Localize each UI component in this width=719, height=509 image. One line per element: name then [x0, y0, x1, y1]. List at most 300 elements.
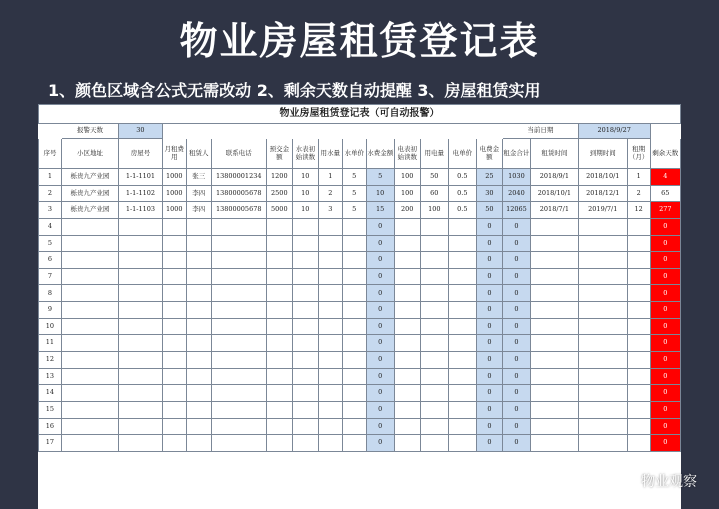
table-cell[interactable]: 1: [627, 169, 650, 186]
table-cell[interactable]: [530, 285, 578, 302]
table-cell[interactable]: [578, 318, 627, 335]
table-cell[interactable]: 10: [366, 185, 394, 202]
table-cell[interactable]: [394, 285, 420, 302]
table-cell[interactable]: [119, 235, 163, 252]
table-cell[interactable]: 13800005678: [211, 202, 266, 219]
column-header[interactable]: 电单价: [448, 139, 476, 169]
table-cell[interactable]: [530, 335, 578, 352]
table-cell[interactable]: [119, 401, 163, 418]
table-cell[interactable]: [211, 218, 266, 235]
table-cell[interactable]: 0: [366, 302, 394, 319]
column-header[interactable]: 小区地址: [61, 139, 118, 169]
table-cell[interactable]: 5: [342, 202, 366, 219]
table-cell[interactable]: [162, 335, 186, 352]
table-cell[interactable]: [530, 268, 578, 285]
current-date-label[interactable]: 当前日期: [502, 124, 578, 139]
table-cell[interactable]: 0: [502, 218, 530, 235]
table-cell[interactable]: [530, 401, 578, 418]
table-cell[interactable]: [162, 318, 186, 335]
table-cell[interactable]: [266, 368, 292, 385]
table-cell[interactable]: [420, 235, 448, 252]
table-cell[interactable]: [119, 252, 163, 269]
table-cell[interactable]: [292, 418, 318, 435]
table-cell[interactable]: 0: [476, 285, 502, 302]
table-cell[interactable]: 0: [650, 252, 680, 269]
table-cell[interactable]: [266, 318, 292, 335]
table-cell[interactable]: 5: [342, 169, 366, 186]
table-cell[interactable]: 栎贵九产业园: [61, 185, 118, 202]
table-cell[interactable]: 5: [39, 235, 62, 252]
table-cell[interactable]: [162, 352, 186, 369]
table-cell[interactable]: [186, 268, 211, 285]
column-header[interactable]: 水表初始读数: [292, 139, 318, 169]
table-cell[interactable]: [342, 252, 366, 269]
table-cell[interactable]: 0: [366, 218, 394, 235]
table-cell[interactable]: 3: [39, 202, 62, 219]
table-cell[interactable]: [162, 368, 186, 385]
table-cell[interactable]: [420, 268, 448, 285]
table-cell[interactable]: 5: [342, 185, 366, 202]
table-cell[interactable]: [119, 368, 163, 385]
table-cell[interactable]: 0: [650, 302, 680, 319]
table-cell[interactable]: [61, 235, 118, 252]
table-cell[interactable]: 栎贵九产业园: [61, 202, 118, 219]
table-cell[interactable]: [318, 285, 342, 302]
table-cell[interactable]: [578, 268, 627, 285]
table-cell[interactable]: [342, 435, 366, 452]
table-cell[interactable]: 0: [502, 418, 530, 435]
table-cell[interactable]: [162, 252, 186, 269]
table-cell[interactable]: 2018/7/1: [530, 202, 578, 219]
table-cell[interactable]: [292, 385, 318, 402]
table-cell[interactable]: [420, 318, 448, 335]
table-cell[interactable]: 2: [39, 185, 62, 202]
column-header[interactable]: 联系电话: [211, 139, 266, 169]
table-cell[interactable]: 5: [366, 169, 394, 186]
table-cell[interactable]: 277: [650, 202, 680, 219]
table-cell[interactable]: [578, 335, 627, 352]
table-cell[interactable]: [394, 385, 420, 402]
table-cell[interactable]: [61, 335, 118, 352]
table-cell[interactable]: [61, 368, 118, 385]
column-header[interactable]: 电费金额: [476, 139, 502, 169]
table-cell[interactable]: [530, 418, 578, 435]
table-cell[interactable]: 0: [502, 352, 530, 369]
table-cell[interactable]: [578, 235, 627, 252]
table-cell[interactable]: [266, 285, 292, 302]
table-cell[interactable]: [292, 318, 318, 335]
table-cell[interactable]: 30: [476, 185, 502, 202]
table-cell[interactable]: [342, 318, 366, 335]
table-cell[interactable]: [394, 318, 420, 335]
table-cell[interactable]: 0: [366, 235, 394, 252]
table-cell[interactable]: 0: [650, 418, 680, 435]
table-cell[interactable]: [530, 252, 578, 269]
table-cell[interactable]: [292, 268, 318, 285]
table-cell[interactable]: [448, 385, 476, 402]
table-cell[interactable]: 0: [502, 302, 530, 319]
table-cell[interactable]: [448, 252, 476, 269]
table-cell[interactable]: [186, 302, 211, 319]
table-cell[interactable]: [530, 435, 578, 452]
table-cell[interactable]: [186, 418, 211, 435]
table-cell[interactable]: 0.5: [448, 202, 476, 219]
table-cell[interactable]: [162, 218, 186, 235]
table-cell[interactable]: 11: [39, 335, 62, 352]
table-cell[interactable]: [394, 435, 420, 452]
table-cell[interactable]: [61, 302, 118, 319]
table-cell[interactable]: [342, 218, 366, 235]
table-cell[interactable]: [318, 418, 342, 435]
table-cell[interactable]: [420, 302, 448, 319]
table-cell[interactable]: 10: [292, 169, 318, 186]
table-cell[interactable]: 13800005678: [211, 185, 266, 202]
table-cell[interactable]: [266, 385, 292, 402]
column-header[interactable]: 用水量: [318, 139, 342, 169]
table-cell[interactable]: [627, 235, 650, 252]
table-cell[interactable]: [292, 252, 318, 269]
table-cell[interactable]: [627, 252, 650, 269]
table-cell[interactable]: [627, 418, 650, 435]
column-header[interactable]: 预交金额: [266, 139, 292, 169]
table-cell[interactable]: [342, 235, 366, 252]
table-cell[interactable]: [578, 435, 627, 452]
table-cell[interactable]: [266, 352, 292, 369]
table-cell[interactable]: 12065: [502, 202, 530, 219]
table-cell[interactable]: 0: [502, 268, 530, 285]
table-cell[interactable]: 0: [650, 218, 680, 235]
table-cell[interactable]: [162, 401, 186, 418]
table-cell[interactable]: [318, 335, 342, 352]
table-cell[interactable]: [162, 235, 186, 252]
table-cell[interactable]: [211, 285, 266, 302]
table-cell[interactable]: [119, 385, 163, 402]
table-cell[interactable]: 0: [476, 268, 502, 285]
table-cell[interactable]: 5000: [266, 202, 292, 219]
table-cell[interactable]: [61, 218, 118, 235]
column-header[interactable]: 电表初始读数: [394, 139, 420, 169]
table-cell[interactable]: [292, 285, 318, 302]
table-cell[interactable]: [61, 252, 118, 269]
table-cell[interactable]: 0: [650, 435, 680, 452]
table-cell[interactable]: 100: [394, 185, 420, 202]
table-cell[interactable]: [162, 268, 186, 285]
table-cell[interactable]: [292, 368, 318, 385]
table-cell[interactable]: [162, 302, 186, 319]
table-cell[interactable]: 60: [420, 185, 448, 202]
table-cell[interactable]: [211, 385, 266, 402]
table-cell[interactable]: [342, 418, 366, 435]
table-cell[interactable]: 2018/12/1: [578, 185, 627, 202]
column-header[interactable]: 租期（月）: [627, 139, 650, 169]
table-cell[interactable]: 0: [476, 252, 502, 269]
table-cell[interactable]: [292, 302, 318, 319]
table-cell[interactable]: [627, 401, 650, 418]
table-cell[interactable]: [211, 401, 266, 418]
table-cell[interactable]: [266, 401, 292, 418]
table-cell[interactable]: 0: [650, 335, 680, 352]
table-cell[interactable]: 0: [502, 252, 530, 269]
table-cell[interactable]: 0: [476, 401, 502, 418]
table-cell[interactable]: 1-1-1103: [119, 202, 163, 219]
table-cell[interactable]: 0: [650, 318, 680, 335]
table-cell[interactable]: 9: [39, 302, 62, 319]
table-cell[interactable]: 12: [39, 352, 62, 369]
table-cell[interactable]: [266, 435, 292, 452]
table-cell[interactable]: [578, 252, 627, 269]
table-cell[interactable]: [448, 302, 476, 319]
table-cell[interactable]: [627, 218, 650, 235]
table-cell[interactable]: [420, 252, 448, 269]
table-cell[interactable]: 张三: [186, 169, 211, 186]
table-cell[interactable]: [119, 285, 163, 302]
table-cell[interactable]: 0: [476, 318, 502, 335]
table-cell[interactable]: [394, 302, 420, 319]
table-cell[interactable]: [342, 401, 366, 418]
table-cell[interactable]: [119, 352, 163, 369]
table-cell[interactable]: 李四: [186, 185, 211, 202]
table-cell[interactable]: [211, 418, 266, 435]
table-cell[interactable]: 50: [476, 202, 502, 219]
table-cell[interactable]: [61, 418, 118, 435]
table-cell[interactable]: [394, 218, 420, 235]
table-cell[interactable]: [318, 318, 342, 335]
table-cell[interactable]: [61, 435, 118, 452]
current-date-value[interactable]: 2018/9/27: [578, 124, 650, 139]
table-cell[interactable]: 0: [650, 401, 680, 418]
table-cell[interactable]: [211, 435, 266, 452]
table-cell[interactable]: [186, 435, 211, 452]
table-cell[interactable]: [186, 401, 211, 418]
table-cell[interactable]: [292, 218, 318, 235]
table-cell[interactable]: [420, 218, 448, 235]
table-cell[interactable]: [627, 435, 650, 452]
table-cell[interactable]: [448, 368, 476, 385]
table-cell[interactable]: [162, 418, 186, 435]
table-cell[interactable]: [530, 385, 578, 402]
table-cell[interactable]: [119, 335, 163, 352]
table-cell[interactable]: [119, 435, 163, 452]
table-cell[interactable]: [318, 302, 342, 319]
table-cell[interactable]: 0: [366, 268, 394, 285]
column-header[interactable]: 月租费用: [162, 139, 186, 169]
table-cell[interactable]: [211, 252, 266, 269]
table-cell[interactable]: 1000: [162, 185, 186, 202]
table-cell[interactable]: [318, 368, 342, 385]
table-cell[interactable]: [448, 285, 476, 302]
table-cell[interactable]: 0: [650, 385, 680, 402]
table-cell[interactable]: [578, 218, 627, 235]
table-cell[interactable]: [292, 401, 318, 418]
table-cell[interactable]: 2018/10/1: [530, 185, 578, 202]
table-cell[interactable]: 65: [650, 185, 680, 202]
table-cell[interactable]: [186, 352, 211, 369]
table-cell[interactable]: [342, 302, 366, 319]
column-header[interactable]: 租赁时间: [530, 139, 578, 169]
table-cell[interactable]: [318, 235, 342, 252]
table-cell[interactable]: 12: [627, 202, 650, 219]
table-cell[interactable]: 0: [366, 335, 394, 352]
table-cell[interactable]: 0: [366, 418, 394, 435]
table-cell[interactable]: [627, 268, 650, 285]
table-cell[interactable]: 6: [39, 252, 62, 269]
table-cell[interactable]: [211, 235, 266, 252]
table-cell[interactable]: [266, 302, 292, 319]
table-cell[interactable]: [266, 218, 292, 235]
table-cell[interactable]: 0: [476, 335, 502, 352]
table-cell[interactable]: [292, 335, 318, 352]
table-cell[interactable]: [211, 368, 266, 385]
alert-days-label[interactable]: 报警天数: [61, 124, 118, 139]
table-cell[interactable]: [61, 401, 118, 418]
table-cell[interactable]: 15: [366, 202, 394, 219]
table-cell[interactable]: 0: [366, 352, 394, 369]
table-cell[interactable]: [627, 352, 650, 369]
table-cell[interactable]: [266, 418, 292, 435]
table-cell[interactable]: [162, 385, 186, 402]
table-cell[interactable]: [420, 401, 448, 418]
table-cell[interactable]: 1-1-1101: [119, 169, 163, 186]
table-cell[interactable]: [448, 218, 476, 235]
table-cell[interactable]: 0.5: [448, 169, 476, 186]
table-cell[interactable]: 2500: [266, 185, 292, 202]
table-cell[interactable]: 1: [318, 169, 342, 186]
table-cell[interactable]: 栎贵九产业园: [61, 169, 118, 186]
table-cell[interactable]: 2018/10/1: [578, 169, 627, 186]
column-header[interactable]: 水费金额: [366, 139, 394, 169]
table-cell[interactable]: 0: [650, 352, 680, 369]
table-cell[interactable]: [119, 218, 163, 235]
column-header[interactable]: 房屋号: [119, 139, 163, 169]
table-cell[interactable]: [530, 302, 578, 319]
table-cell[interactable]: [420, 285, 448, 302]
table-cell[interactable]: [119, 418, 163, 435]
table-cell[interactable]: 李四: [186, 202, 211, 219]
table-cell[interactable]: 0: [366, 385, 394, 402]
table-cell[interactable]: 0: [502, 335, 530, 352]
table-cell[interactable]: [318, 252, 342, 269]
table-cell[interactable]: [448, 318, 476, 335]
table-cell[interactable]: 1200: [266, 169, 292, 186]
table-cell[interactable]: [342, 385, 366, 402]
table-cell[interactable]: [448, 435, 476, 452]
table-cell[interactable]: [318, 401, 342, 418]
table-cell[interactable]: 0: [650, 235, 680, 252]
table-cell[interactable]: [292, 235, 318, 252]
table-cell[interactable]: 4: [39, 218, 62, 235]
table-cell[interactable]: [578, 285, 627, 302]
table-cell[interactable]: [448, 268, 476, 285]
table-cell[interactable]: [627, 285, 650, 302]
table-cell[interactable]: 13: [39, 368, 62, 385]
table-cell[interactable]: [420, 418, 448, 435]
table-cell[interactable]: [119, 268, 163, 285]
table-cell[interactable]: [448, 335, 476, 352]
table-cell[interactable]: 0: [502, 368, 530, 385]
column-header[interactable]: 租赁人: [186, 139, 211, 169]
table-cell[interactable]: [211, 352, 266, 369]
table-cell[interactable]: [186, 385, 211, 402]
table-cell[interactable]: [61, 352, 118, 369]
table-cell[interactable]: 0: [476, 352, 502, 369]
table-cell[interactable]: [292, 352, 318, 369]
table-cell[interactable]: [186, 368, 211, 385]
table-cell[interactable]: 0: [476, 235, 502, 252]
table-cell[interactable]: 0: [476, 218, 502, 235]
table-cell[interactable]: [578, 368, 627, 385]
table-cell[interactable]: 0: [502, 385, 530, 402]
table-cell[interactable]: 100: [420, 202, 448, 219]
table-cell[interactable]: [318, 352, 342, 369]
table-cell[interactable]: 1-1-1102: [119, 185, 163, 202]
table-cell[interactable]: [61, 285, 118, 302]
sheet-title[interactable]: 物业房屋租赁登记表（可自动报警）: [39, 105, 681, 124]
table-cell[interactable]: 10: [292, 185, 318, 202]
table-cell[interactable]: [318, 435, 342, 452]
table-cell[interactable]: [394, 401, 420, 418]
table-cell[interactable]: [342, 285, 366, 302]
table-cell[interactable]: 0: [476, 385, 502, 402]
table-cell[interactable]: [394, 252, 420, 269]
table-cell[interactable]: [420, 352, 448, 369]
table-cell[interactable]: [394, 235, 420, 252]
table-cell[interactable]: 16: [39, 418, 62, 435]
table-cell[interactable]: [530, 218, 578, 235]
table-cell[interactable]: 0: [650, 268, 680, 285]
table-cell[interactable]: 2: [627, 185, 650, 202]
table-cell[interactable]: [186, 252, 211, 269]
table-cell[interactable]: [186, 285, 211, 302]
table-cell[interactable]: [578, 302, 627, 319]
table-cell[interactable]: 3: [318, 202, 342, 219]
table-cell[interactable]: [578, 401, 627, 418]
table-cell[interactable]: [448, 235, 476, 252]
column-header[interactable]: 水单价: [342, 139, 366, 169]
table-cell[interactable]: 2: [318, 185, 342, 202]
table-cell[interactable]: 0: [476, 368, 502, 385]
table-cell[interactable]: 0: [366, 401, 394, 418]
table-cell[interactable]: [627, 302, 650, 319]
table-cell[interactable]: [211, 302, 266, 319]
table-cell[interactable]: [119, 318, 163, 335]
column-header[interactable]: 租金合计: [502, 139, 530, 169]
table-cell[interactable]: [627, 335, 650, 352]
table-cell[interactable]: [186, 218, 211, 235]
table-cell[interactable]: [186, 318, 211, 335]
table-cell[interactable]: [61, 385, 118, 402]
table-cell[interactable]: 0: [502, 401, 530, 418]
table-cell[interactable]: 7: [39, 268, 62, 285]
table-cell[interactable]: 0: [502, 285, 530, 302]
table-cell[interactable]: [420, 385, 448, 402]
table-cell[interactable]: 0: [476, 435, 502, 452]
column-header[interactable]: 序号: [39, 139, 62, 169]
table-cell[interactable]: 0: [650, 368, 680, 385]
table-cell[interactable]: [318, 218, 342, 235]
table-cell[interactable]: 14: [39, 385, 62, 402]
table-cell[interactable]: [394, 335, 420, 352]
table-cell[interactable]: [266, 268, 292, 285]
table-cell[interactable]: [342, 335, 366, 352]
table-cell[interactable]: [342, 268, 366, 285]
table-cell[interactable]: [318, 268, 342, 285]
table-cell[interactable]: [420, 368, 448, 385]
table-cell[interactable]: [627, 385, 650, 402]
table-cell[interactable]: 1: [39, 169, 62, 186]
table-cell[interactable]: [627, 318, 650, 335]
table-cell[interactable]: [578, 352, 627, 369]
table-cell[interactable]: 25: [476, 169, 502, 186]
